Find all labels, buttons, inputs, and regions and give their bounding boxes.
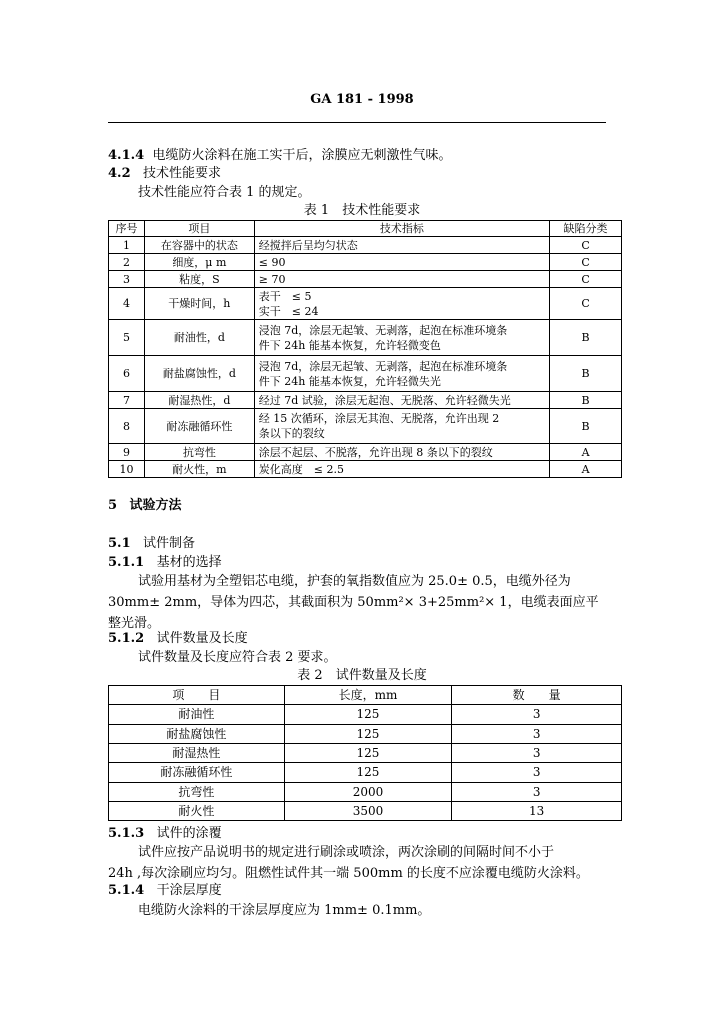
- table-cell: [254, 288, 549, 320]
- cell-line: 经 15 次循环，涂层无其泡、无脱落，允许出现 2: [258, 412, 500, 425]
- table-cell: 5: [109, 320, 145, 356]
- cell-line: 浸泡 7d，涂层无起皱、无剥落，起泡在标准环境条: [258, 359, 508, 373]
- paragraph-line: 试验用基材为全塑铝芯电缆，护套的氧指数值应为 25.0± 0.5，电缆外径为: [138, 574, 571, 589]
- table-cell: 涂层不起层、不脱落，允许出现 8 条以下的裂纹: [254, 444, 549, 461]
- section-text: 基材的选择: [156, 555, 222, 570]
- table-cell: 3: [452, 763, 622, 783]
- table-specimen-quantity: [108, 685, 622, 821]
- table2-header-cell: 长度，mm: [284, 686, 452, 705]
- table-cell: 4: [109, 288, 145, 320]
- table-cell: 3: [452, 744, 622, 763]
- section-text: 试件的涂覆: [156, 826, 222, 841]
- table-cell: B: [550, 320, 622, 356]
- section-number: 4.2: [108, 166, 131, 181]
- table-technical-requirements: [108, 220, 622, 478]
- table-cell: 6: [109, 356, 145, 392]
- section-number: 4.1.4: [108, 148, 145, 163]
- table-cell: C: [550, 288, 622, 320]
- table-cell: 细度，μ m: [144, 254, 254, 271]
- cell-line: 表干 ≤ 5: [258, 289, 312, 303]
- table-row: [109, 392, 622, 409]
- table-cell: 耐盐腐蚀性: [109, 725, 285, 744]
- header-rule: [108, 122, 606, 123]
- table-cell: 3: [452, 783, 622, 802]
- table-row: [109, 288, 622, 320]
- section-number: 5.1: [108, 536, 131, 551]
- table-cell: 耐火性，m: [144, 461, 254, 478]
- table-row: [109, 320, 622, 356]
- table-cell: 经过 7d 试验，涂层无起泡、无脱落、允许轻微失光: [254, 392, 549, 409]
- table-cell: 3: [452, 705, 622, 725]
- table-row: [109, 444, 622, 461]
- table-row: [109, 744, 622, 763]
- table-cell: 2000: [284, 783, 452, 802]
- table-cell: A: [550, 461, 622, 478]
- table1-header-cell: 技术指标: [254, 221, 549, 237]
- table-cell: 2: [109, 254, 145, 271]
- table1-header-cell: 序号: [109, 221, 145, 237]
- table-cell: 125: [284, 763, 452, 783]
- table1-header-cell: 缺陷分类: [550, 221, 622, 237]
- table1-caption: 表 1 技术性能要求: [303, 203, 421, 218]
- table-cell: 13: [452, 802, 622, 821]
- table-cell: A: [550, 444, 622, 461]
- section-number: 5.1.1: [108, 555, 145, 570]
- section-5-1-1: [108, 555, 222, 571]
- table-cell: 干燥时间，h: [144, 288, 254, 320]
- table-cell: 经搅拌后呈均匀状态: [254, 237, 549, 254]
- table-cell: 3: [452, 725, 622, 744]
- table-row: [109, 461, 622, 478]
- table1-header-cell: 项目: [144, 221, 254, 237]
- table-cell: ≥ 70: [254, 271, 549, 288]
- table-cell: 125: [284, 744, 452, 763]
- section-4-2: [108, 166, 221, 182]
- section-5-1-3: [108, 826, 222, 842]
- table-cell: 10: [109, 461, 145, 478]
- table-cell: B: [550, 356, 622, 392]
- section-text: 技术性能要求: [143, 166, 222, 181]
- table-cell: 耐油性，d: [144, 320, 254, 356]
- table-cell: [254, 409, 549, 444]
- table-cell: [254, 356, 549, 392]
- table-cell: 耐火性: [109, 802, 285, 821]
- section-text: 试验方法: [129, 498, 182, 513]
- paragraph-line: 30mm± 2mm，导体为四芯，其截面积为 50mm²× 3+25mm²× 1，电缆表面应平: [108, 595, 599, 610]
- table-cell: 耐盐腐蚀性，d: [144, 356, 254, 392]
- section-5-1: [108, 536, 195, 552]
- paragraph-line: 整光滑。: [108, 616, 161, 631]
- section-5: [108, 498, 181, 514]
- table-cell: [254, 320, 549, 356]
- table-row: [109, 725, 622, 744]
- paragraph-line: 24h ,每次涂刷应均匀。阻燃性试件其一端 500mm 的长度不应涂覆电缆防火涂料。: [108, 866, 589, 881]
- table-row: [109, 237, 622, 254]
- table-cell: 9: [109, 444, 145, 461]
- cell-line: 件下 24h 能基本恢复，允许轻微失光: [258, 374, 441, 388]
- table2-header-cell: 数 量: [452, 686, 622, 705]
- page-header: GA 181 - 1998: [310, 92, 414, 107]
- section-text: 电缆防火涂料在施工实干后，涂膜应无刺激性气味。: [152, 148, 452, 163]
- table-cell: 耐冻融循环性: [144, 409, 254, 444]
- table-row: [109, 783, 622, 802]
- section-5-1-2-body: 试件数量及长度应符合表 2 要求。: [138, 650, 337, 665]
- table-cell: 耐湿热性: [109, 744, 285, 763]
- section-text: 试件制备: [143, 536, 196, 551]
- table-row: [109, 763, 622, 783]
- section-5-1-4: [108, 883, 222, 899]
- table-cell: C: [550, 254, 622, 271]
- section-number: 5.1.3: [108, 826, 145, 841]
- table-cell: 炭化高度 ≤ 2.5: [254, 461, 549, 478]
- table-cell: 耐冻融循环性: [109, 763, 285, 783]
- section-text: 试件数量及长度: [156, 631, 248, 646]
- table-row: [109, 409, 622, 444]
- section-5-1-2: [108, 631, 248, 647]
- cell-line: 条以下的裂纹: [258, 427, 325, 440]
- table-row: [109, 356, 622, 392]
- table-cell: 抗弯性: [144, 444, 254, 461]
- table-cell: 耐湿热性，d: [144, 392, 254, 409]
- table2-caption: 表 2 试件数量及长度: [297, 668, 427, 683]
- table-cell: 125: [284, 725, 452, 744]
- table-cell: 7: [109, 392, 145, 409]
- table-row: [109, 802, 622, 821]
- table-cell: 1: [109, 237, 145, 254]
- section-5-1-4-body: 电缆防火涂料的干涂层厚度应为 1mm± 0.1mm。: [138, 903, 431, 918]
- table-cell: 粘度，S: [144, 271, 254, 288]
- table2-header-cell: 项 目: [109, 686, 285, 705]
- table-cell: 8: [109, 409, 145, 444]
- section-4-2-body: 技术性能应符合表 1 的规定。: [138, 185, 311, 200]
- table-cell: B: [550, 392, 622, 409]
- table-row: [109, 271, 622, 288]
- cell-line: 件下 24h 能基本恢复，允许轻微变色: [258, 338, 441, 352]
- table-cell: ≤ 90: [254, 254, 549, 271]
- section-number: 5.1.2: [108, 631, 145, 646]
- section-4-1-4: [108, 148, 451, 164]
- section-number: 5.1.4: [108, 883, 145, 898]
- table-cell: 在容器中的状态: [144, 237, 254, 254]
- table-cell: 3500: [284, 802, 452, 821]
- cell-line: 实干 ≤ 24: [258, 304, 319, 318]
- table-row: [109, 705, 622, 725]
- table-cell: C: [550, 237, 622, 254]
- table-cell: 抗弯性: [109, 783, 285, 802]
- section-number: 5: [108, 498, 118, 513]
- table-row: [109, 254, 622, 271]
- table-cell: 125: [284, 705, 452, 725]
- table-cell: C: [550, 271, 622, 288]
- table-cell: 3: [109, 271, 145, 288]
- table-cell: B: [550, 409, 622, 444]
- section-text: 干涂层厚度: [156, 883, 222, 898]
- table-cell: 耐油性: [109, 705, 285, 725]
- paragraph-line: 试件应按产品说明书的规定进行刷涂或喷涂，两次涂刷的间隔时间不小于: [138, 845, 555, 860]
- cell-line: 浸泡 7d，涂层无起皱、无剥落，起泡在标准环境条: [258, 323, 508, 337]
